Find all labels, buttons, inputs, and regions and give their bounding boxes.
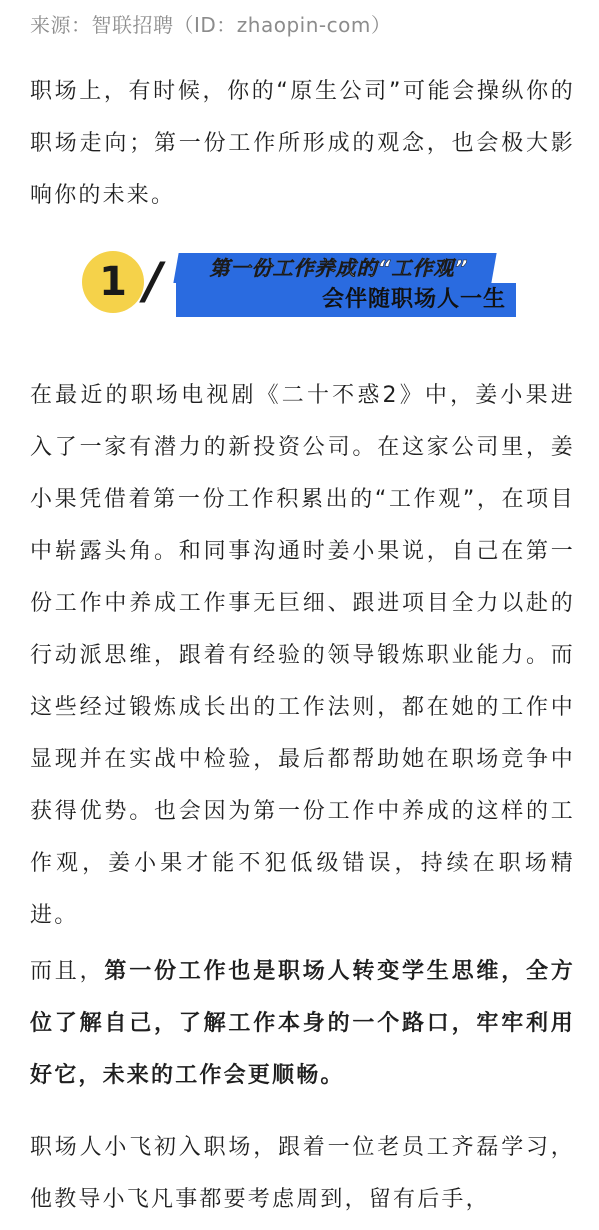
section-banner [82, 243, 522, 323]
intro-paragraph: 职场上，有时候，你的“原生公司”可能会操纵你的职场走向；第一份工作所形成的观念，也会极大影响你的未来。 [30, 79, 575, 208]
body-paragraph: 在最近的职场电视剧《二十不惑2》中，姜小果进入了一家有潜力的新投资公司。在这家公司里，姜小果凭借着第一份工作积累出的“工作观”，在项目中崭露头角。和同事沟通时姜小果说，自己在第一份工作中养成工作事无巨细、跟进项目全力以赴的行动派思维，跟着有经验的领导锻炼职业能力。而这些经过锻炼成长出的工作法则，都在她的工作中显现并在实战中检验，最后都帮助她在职场竞争中获得优势。也会因为第一份工作中养成的这样的工作观，姜小果才能不犯低级错误，持续在职场精进。 [30, 383, 575, 928]
source-attribution: 来源：智联招聘（ID：zhaopin-com） [30, 13, 392, 37]
emphasis-prefix: 而且， [30, 959, 105, 984]
emphasis-bold-text: 第一份工作也是职场人转变学生思维，全方位了解自己，了解工作本身的一个路口，牢牢利用好它，未来的工作会更顺畅。 [30, 959, 575, 1088]
section-heading-line1: 第一份工作养成的“工作观” [209, 256, 469, 280]
emphasis-paragraph [30, 946, 575, 1102]
section-slash: / [144, 252, 163, 310]
section-number-badge [82, 251, 144, 313]
section-number: 1 [99, 259, 127, 305]
body-paragraph-continued: 职场人小飞初入职场，跟着一位老员工齐磊学习，他教导小飞凡事都要考虑周到，留有后手， [30, 1135, 575, 1212]
section-heading-line2: 会伴随职场人一生 [321, 287, 506, 312]
